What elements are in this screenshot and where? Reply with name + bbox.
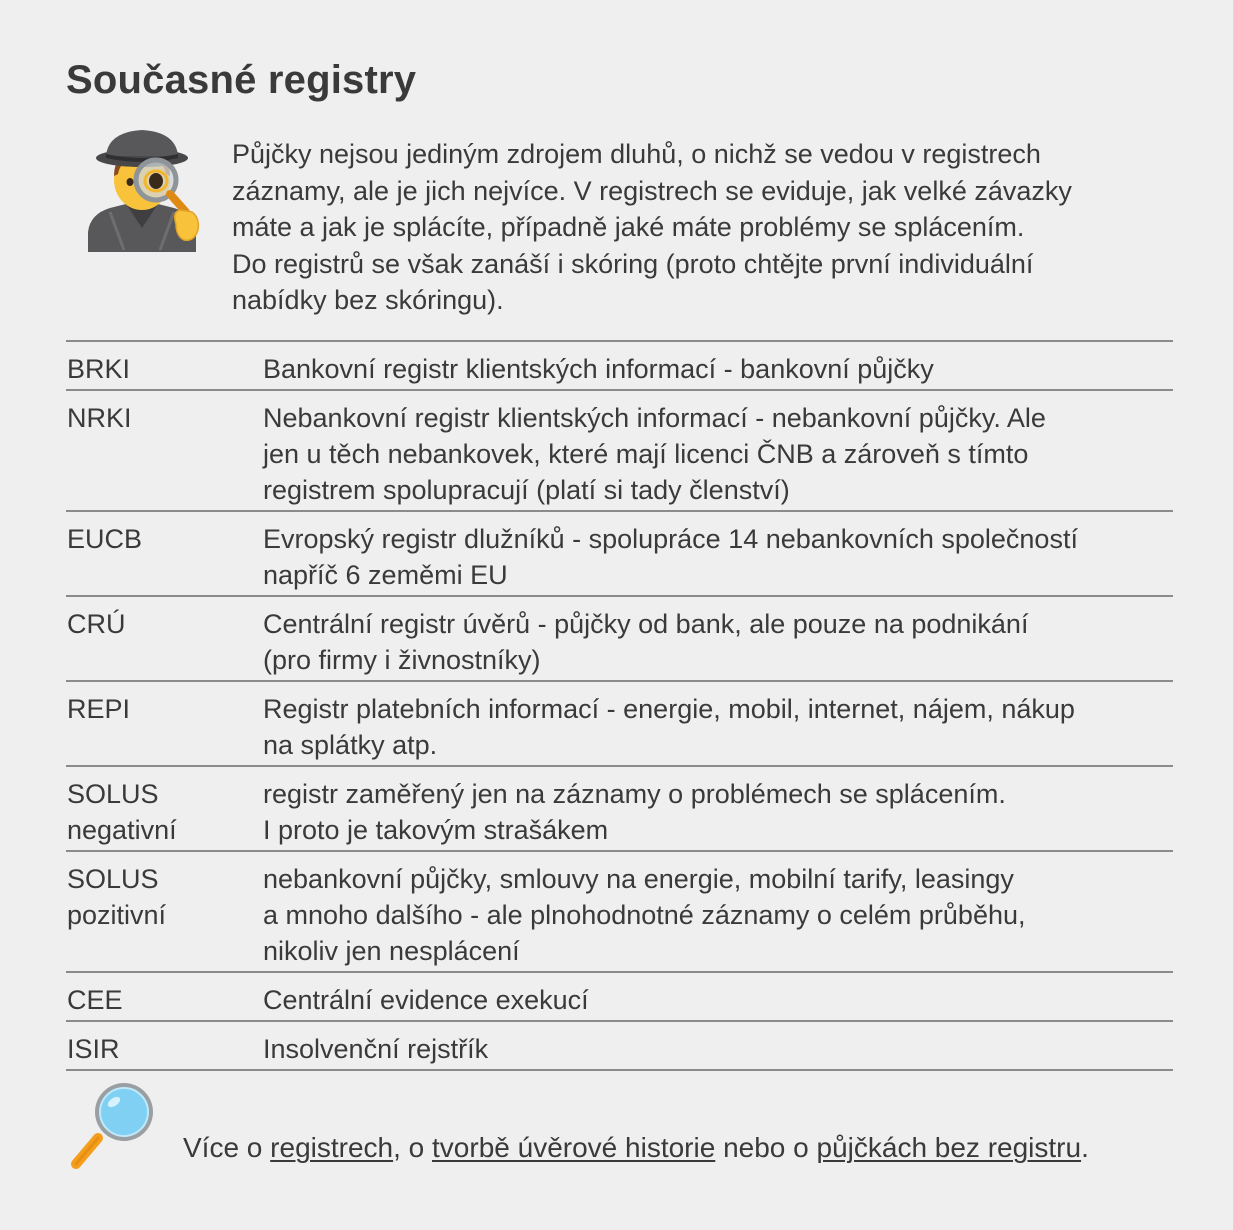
registry-abbr: BRKI <box>67 354 131 384</box>
registry-description: nebankovní půjčky, smlouvy na energie, mobilní tarify, leasingy a mnoho dalšího - ale plnohodnotné záznamy o celém průběhu, nikoliv jen nesplácení <box>263 864 1026 966</box>
registry-abbr: NRKI <box>67 403 132 433</box>
table-row <box>66 596 1173 681</box>
credit-history-link[interactable]: tvorbě úvěrové historie <box>432 1132 716 1163</box>
registry-abbr: CRÚ <box>67 609 126 639</box>
loans-without-registry-link[interactable]: půjčkách bez registru <box>816 1132 1082 1163</box>
registry-description: Evropský registr dlužníků - spolupráce 14 nebankovních společností napříč 6 zeměmi EU <box>263 524 1078 590</box>
intro-line: máte a jak je splácíte, případně jaké máte problémy se splácením. <box>232 212 1025 242</box>
table-row <box>66 972 1173 1021</box>
magnifying-glass-icon <box>68 1080 160 1172</box>
page-title: Současné registry <box>66 58 417 102</box>
registry-description: Nebankovní registr klientských informací - nebankovní půjčky. Ale jen u těch nebankovek, které mají licenci ČNB a zároveň s tímto registrem spolupracují (platí si tady členství) <box>263 403 1046 505</box>
table-row <box>66 681 1173 766</box>
detective-icon <box>80 128 204 252</box>
table-row <box>66 1021 1173 1070</box>
registry-abbr: ISIR <box>67 1034 120 1064</box>
intro-line: Půjčky nejsou jediným zdrojem dluhů, o nichž se vedou v registrech <box>232 139 1041 169</box>
registry-description: registr zaměřený jen na záznamy o problémech se splácením. I proto je takovým strašákem <box>263 779 1006 845</box>
registry-table <box>66 340 1173 1071</box>
registry-abbr: EUCB <box>67 524 143 554</box>
intro-line: záznamy, ale je jich nejvíce. V registrech se eviduje, jak velké závazky <box>232 175 1072 206</box>
table-row <box>66 851 1173 972</box>
registry-description: Registr platebních informací - energie, mobil, internet, nájem, nákup na splátky atp. <box>263 694 1075 760</box>
table-row <box>66 766 1173 851</box>
registry-abbr: REPI <box>67 694 131 724</box>
intro-line: Do registrů se však zanáší i skóring (proto chtějte první individuální <box>232 248 1034 279</box>
registry-description: Bankovní registr klientských informací - bankovní půjčky <box>263 354 934 384</box>
table-row <box>66 390 1173 511</box>
registry-abbr: SOLUS negativní <box>67 779 177 845</box>
registry-description: Insolvenční rejstřík <box>263 1034 489 1064</box>
intro-line: nabídky bez skóringu). <box>232 285 504 315</box>
registries-link[interactable]: registrech <box>270 1132 394 1163</box>
table-row <box>66 341 1173 390</box>
intro-paragraph <box>232 136 1182 319</box>
registry-description: Centrální evidence exekucí <box>263 985 589 1015</box>
registry-description: Centrální registr úvěrů - půjčky od bank, ale pouze na podnikání (pro firmy i živnostníky) <box>263 609 1029 675</box>
footer-text: Více o registrech, o tvorbě úvěrové historie nebo o půjčkách bez registru. <box>183 1132 1089 1163</box>
registry-abbr: SOLUS pozitivní <box>67 864 167 930</box>
table-row <box>66 511 1173 596</box>
registry-abbr: CEE <box>67 985 123 1015</box>
